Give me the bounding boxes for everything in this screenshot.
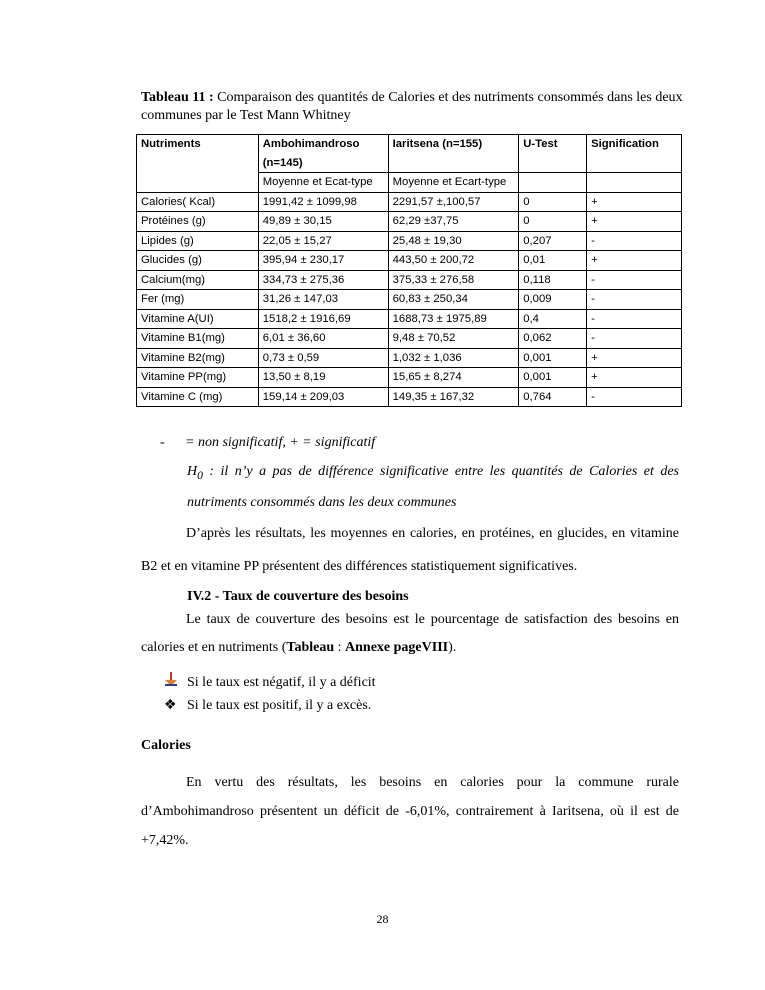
table-cell: 0,001	[519, 348, 587, 368]
table-row	[137, 309, 682, 329]
nutrient-name-cell: Lipides (g)	[137, 231, 259, 251]
table-cell: 31,26 ± 147,03	[258, 290, 388, 310]
table-cell: 6,01 ± 36,60	[258, 329, 388, 349]
table-cell: 49,89 ± 30,15	[258, 212, 388, 232]
table-caption-text: Comparaison des quantités de Calories et des nutriments consommés dans les deux communes par le Test Mann Whitney	[141, 90, 683, 123]
table-caption-label: Tableau 11 :	[141, 90, 214, 105]
nutrient-name-cell: Vitamine B1(mg)	[137, 329, 259, 349]
table-row	[137, 368, 682, 388]
bullet-deficit	[164, 672, 376, 692]
bullet-excess	[164, 697, 371, 715]
table-cell: 9,48 ± 70,52	[388, 329, 519, 349]
bullet-text: Si le taux est positif, il y a excès.	[187, 698, 372, 713]
table-cell: -	[587, 329, 682, 349]
table-cell: -	[587, 270, 682, 290]
table-row	[137, 212, 682, 232]
calories-paragraph: En vertu des résultats, les besoins en calories pour la commune rurale d’Ambohimandroso présentent un déficit de -6,01%, contrairement à Iaritsena, où il est de +7,42%.	[141, 775, 679, 848]
nutrient-name-cell: Calcium(mg)	[137, 270, 259, 290]
table-cell: 0,764	[519, 387, 587, 407]
annex-reference: Annexe pageVIII	[345, 640, 449, 655]
table-row	[137, 192, 682, 212]
nutrient-name-cell: Glucides (g)	[137, 251, 259, 271]
nutrient-comparison-table	[136, 134, 682, 407]
table-cell: +	[587, 192, 682, 212]
table-cell: 149,35 ± 167,32	[388, 387, 519, 407]
reference-separator: :	[334, 640, 346, 655]
table-cell: 0	[519, 192, 587, 212]
null-hypothesis	[187, 458, 679, 516]
table-cell: 0,4	[519, 309, 587, 329]
table-cell: 15,65 ± 8,274	[388, 368, 519, 388]
table-cell: 13,50 ± 8,19	[258, 368, 388, 388]
table-cell: 375,33 ± 276,58	[388, 270, 519, 290]
section-paragraph	[141, 606, 679, 662]
table-cell: 0,118	[519, 270, 587, 290]
table-cell: -	[587, 387, 682, 407]
down-arrow-icon	[164, 672, 187, 692]
subheader-cell	[587, 173, 682, 193]
table-cell: 0,207	[519, 231, 587, 251]
section-text-end: ).	[448, 640, 457, 655]
table-header-row	[137, 135, 682, 173]
hypothesis-text: : il n’y a pas de différence significative entre les quantités de Calories et des nutriments consommés dans les deux communes	[187, 464, 679, 510]
header-cell: Nutriments	[137, 135, 259, 193]
section-text: Le taux de couverture des besoins est le pourcentage de satisfaction des besoins en calories et en nutriments (	[141, 612, 679, 655]
table-cell: -	[587, 309, 682, 329]
nutrient-name-cell: Vitamine PP(mg)	[137, 368, 259, 388]
nutrient-name-cell: Calories( Kcal)	[137, 192, 259, 212]
table-cell: 1991,42 ± 1099,98	[258, 192, 388, 212]
subheader-cell: Moyenne et Ecart-type	[388, 173, 519, 193]
nutrient-name-cell: Protéines (g)	[137, 212, 259, 232]
legend-text: = non significatif, + = significatif	[185, 435, 376, 450]
diamond-icon: ❖	[164, 698, 177, 713]
table-cell: 0,009	[519, 290, 587, 310]
table-cell: -	[587, 290, 682, 310]
table-cell: 0,01	[519, 251, 587, 271]
hypothesis-symbol: H	[187, 464, 198, 479]
header-cell: Signification	[587, 135, 682, 173]
table-row	[137, 387, 682, 407]
table-cell: 25,48 ± 19,30	[388, 231, 519, 251]
table-cell: 0,001	[519, 368, 587, 388]
nutrient-name-cell: Vitamine C (mg)	[137, 387, 259, 407]
table-row	[137, 231, 682, 251]
table-cell: 0,73 ± 0,59	[258, 348, 388, 368]
table-cell: 159,14 ± 209,03	[258, 387, 388, 407]
table-cell: 62,29 ±37,75	[388, 212, 519, 232]
nutrient-name-cell: Vitamine A(UI)	[137, 309, 259, 329]
table-row	[137, 290, 682, 310]
table-caption	[141, 89, 686, 125]
table-cell: -	[587, 231, 682, 251]
subheader-cell: Moyenne et Ecat-type	[258, 173, 388, 193]
calories-heading: Calories	[141, 738, 191, 753]
table-row	[137, 329, 682, 349]
table-cell: +	[587, 348, 682, 368]
nutrient-name-cell: Vitamine B2(mg)	[137, 348, 259, 368]
results-paragraph: D’après les résultats, les moyennes en calories, en protéines, en glucides, en vitamine B2 et en vitamine PP présentent des différences statistiquement significatives.	[141, 526, 679, 574]
table-reference: Tableau	[286, 640, 335, 655]
table-cell: 0	[519, 212, 587, 232]
table-cell: +	[587, 368, 682, 388]
table-row	[137, 270, 682, 290]
table-cell: +	[587, 251, 682, 271]
table-cell: 395,94 ± 230,17	[258, 251, 388, 271]
table-cell: 2291,57 ±,100,57	[388, 192, 519, 212]
page-number: 28	[376, 912, 389, 926]
section-title: IV.2 - Taux de couverture des besoins	[187, 589, 409, 604]
header-cell: Iaritsena (n=155)	[388, 135, 519, 173]
table-cell: 22,05 ± 15,27	[258, 231, 388, 251]
table-cell: 443,50 ± 200,72	[388, 251, 519, 271]
table-cell: +	[587, 212, 682, 232]
header-cell: U-Test	[519, 135, 587, 173]
significance-legend	[160, 434, 375, 452]
header-cell: Ambohimandroso (n=145)	[258, 135, 388, 173]
table-row	[137, 251, 682, 271]
table-cell: 1518,2 ± 1916,69	[258, 309, 388, 329]
table-cell: 0,062	[519, 329, 587, 349]
table-cell: 1688,73 ± 1975,89	[388, 309, 519, 329]
table-cell: 334,73 ± 275,36	[258, 270, 388, 290]
legend-dash: -	[160, 435, 165, 450]
table-body	[137, 192, 682, 407]
table-cell: 1,032 ± 1,036	[388, 348, 519, 368]
table-row	[137, 348, 682, 368]
table-cell: 60,83 ± 250,34	[388, 290, 519, 310]
hypothesis-subscript: 0	[197, 468, 203, 482]
nutrient-name-cell: Fer (mg)	[137, 290, 259, 310]
bullet-text: Si le taux est négatif, il y a déficit	[187, 675, 376, 690]
subheader-cell	[519, 173, 587, 193]
